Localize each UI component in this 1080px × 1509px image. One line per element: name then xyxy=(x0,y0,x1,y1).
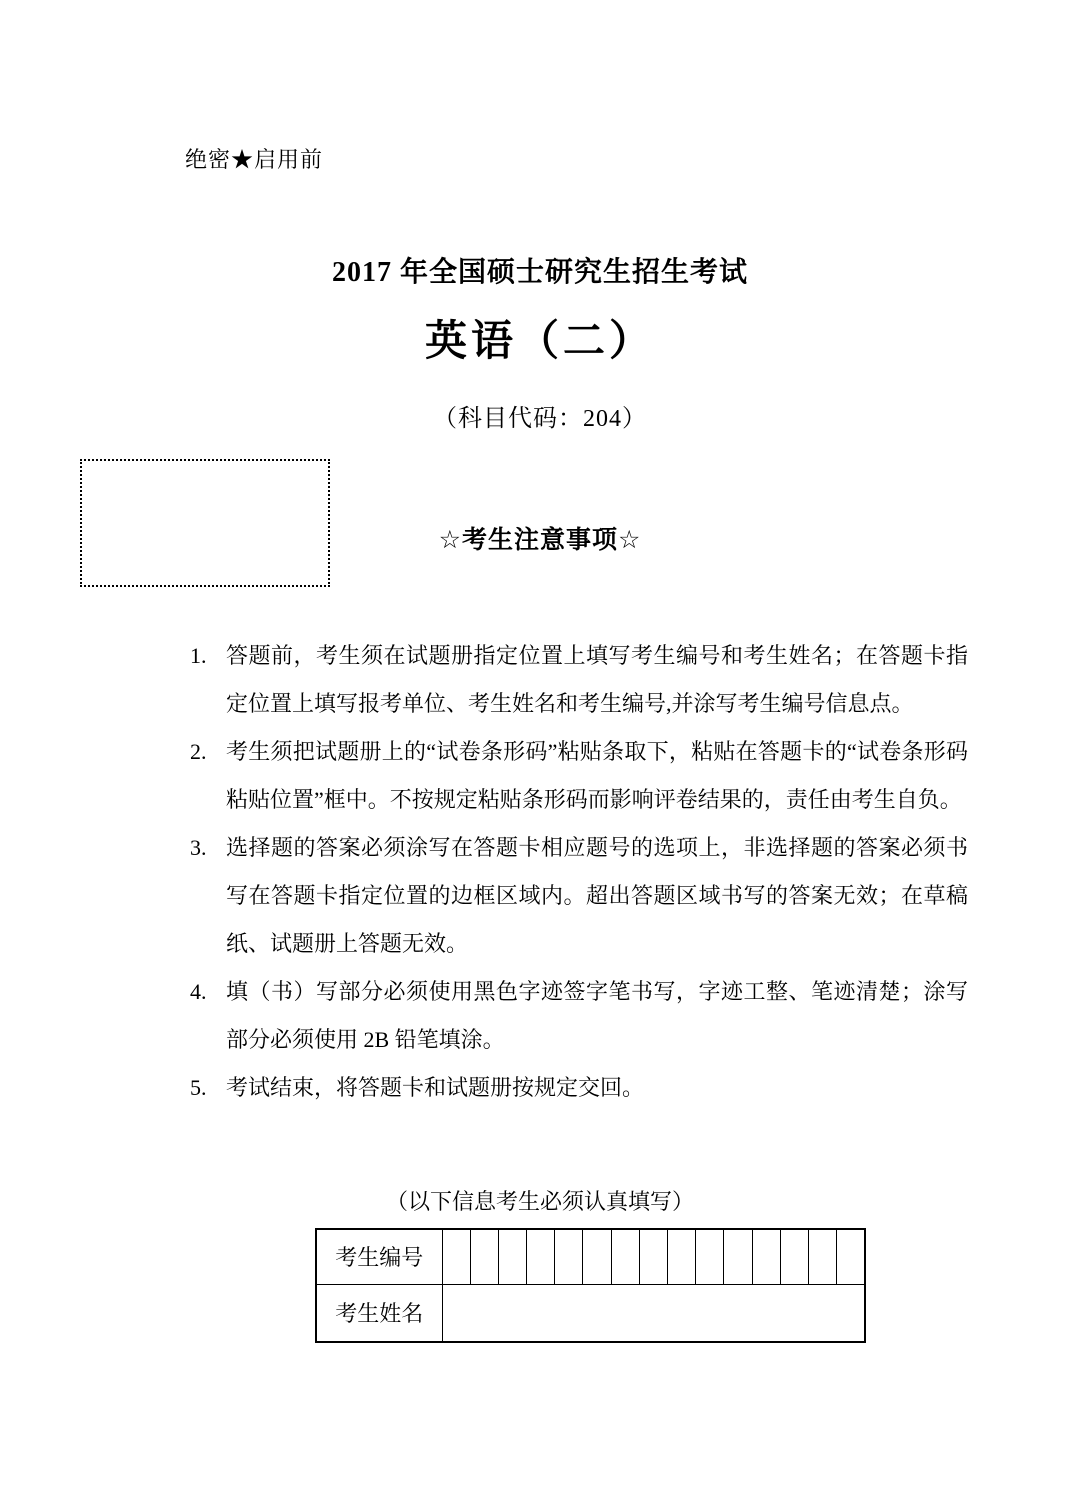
candidate-id-digit-cell xyxy=(611,1229,639,1284)
notice-item xyxy=(190,824,968,968)
subject-code-label: （科目代码：204） xyxy=(433,406,647,432)
candidate-id-digit-cell xyxy=(724,1229,752,1284)
notice-number: 3. xyxy=(190,835,207,860)
classification-label: 绝密★启用前 xyxy=(185,147,324,172)
candidate-id-digit-cell xyxy=(780,1229,808,1284)
notice-item xyxy=(190,968,968,1064)
notice-item xyxy=(190,728,968,824)
candidate-id-label: 考生编号 xyxy=(316,1229,442,1284)
notice-text: 填（书）写部分必须使用黑色字迹签字笔书写，字迹工整、笔迹清楚；涂写部分必须使用 2B 铅笔填涂。 xyxy=(226,979,968,1052)
notice-number: 5. xyxy=(190,1075,207,1100)
candidate-id-digit-cell xyxy=(527,1229,555,1284)
notice-number: 2. xyxy=(190,739,207,764)
candidate-id-digit-cell xyxy=(696,1229,724,1284)
notice-item xyxy=(190,632,968,728)
notice-heading: ☆考生注意事项☆ xyxy=(438,526,642,554)
candidate-id-digit-cell xyxy=(555,1229,583,1284)
candidate-name-row xyxy=(316,1284,865,1342)
candidate-id-digit-cell xyxy=(752,1229,780,1284)
candidate-id-digit-cell xyxy=(668,1229,696,1284)
notice-number: 1. xyxy=(190,643,207,668)
subject-title: 英语（二） xyxy=(424,317,655,364)
candidate-info-table xyxy=(315,1228,866,1343)
notice-text: 答题前，考生须在试题册指定位置上填写考生编号和考生姓名；在答题卡指定位置上填写报考单位、考生姓名和考生编号,并涂写考生编号信息点。 xyxy=(226,643,968,716)
fill-note: （以下信息考生必须认真填写） xyxy=(385,1189,694,1214)
candidate-id-digit-cell xyxy=(470,1229,498,1284)
candidate-id-row xyxy=(316,1229,865,1284)
candidate-id-digit-cell xyxy=(498,1229,526,1284)
candidate-name-blank-cell xyxy=(442,1284,865,1342)
exam-title: 2017 年全国硕士研究生招生考试 xyxy=(331,257,748,288)
notice-text: 选择题的答案必须涂写在答题卡相应题号的选项上，非选择题的答案必须书写在答题卡指定位置的边框区域内。超出答题区域书写的答案无效；在草稿纸、试题册上答题无效。 xyxy=(226,835,968,956)
candidate-name-label: 考生姓名 xyxy=(316,1284,442,1342)
candidate-id-digit-cell xyxy=(583,1229,611,1284)
candidate-id-digit-cell xyxy=(442,1229,470,1284)
notice-number: 4. xyxy=(190,979,207,1004)
candidate-id-digit-cell xyxy=(808,1229,836,1284)
candidate-id-digit-cell xyxy=(639,1229,667,1284)
notice-text: 考试结束，将答题卡和试题册按规定交回。 xyxy=(226,1075,645,1100)
candidate-id-digit-cell xyxy=(837,1229,865,1284)
notice-text: 考生须把试题册上的“试卷条形码”粘贴条取下，粘贴在答题卡的“试卷条形码粘贴位置”框中。不按规定粘贴条形码而影响评卷结果的，责任由考生自负。 xyxy=(226,739,968,812)
notice-list xyxy=(190,632,968,1112)
notice-item xyxy=(190,1064,968,1112)
